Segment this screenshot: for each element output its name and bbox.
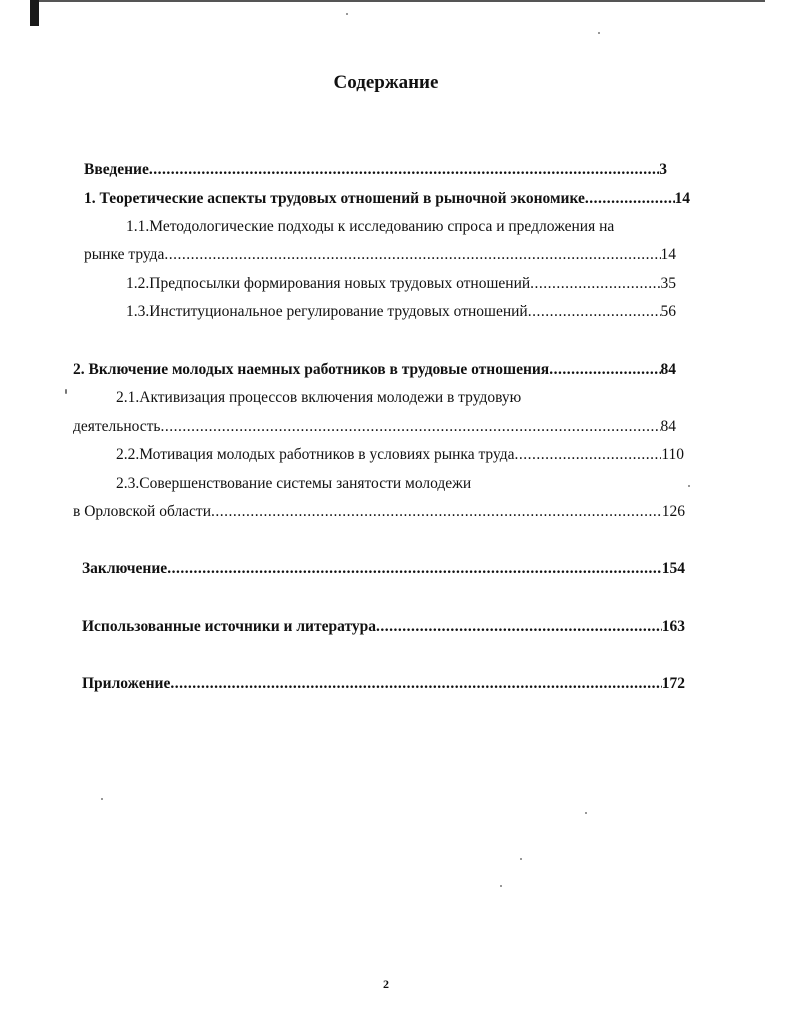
toc-leader-dots (211, 503, 662, 521)
toc-entry-label: деятельность (73, 418, 161, 435)
toc-entry-label: Введение (84, 161, 149, 178)
scan-speck (520, 858, 522, 860)
toc-entry-page: 163 (661, 618, 685, 635)
toc-entry-label: Использованные источники и литература (82, 618, 376, 635)
scan-speck (598, 32, 600, 34)
toc-entry-section-1-1-line1[interactable]: 1.1.Методологические подходы к исследованию спроса и предложения на (126, 218, 615, 235)
toc-entry-section-2-3-line1[interactable]: 2.3.Совершенствование системы занятости молодежи (116, 475, 472, 492)
toc-entry-chapter-2[interactable] (73, 361, 676, 379)
toc-entry-section-2-3[interactable] (73, 503, 685, 521)
toc-leader-dots (376, 618, 662, 636)
toc-entry-label: 2.2.Мотивация молодых работников в условиях рынка труда (116, 446, 515, 463)
scan-speck (585, 812, 587, 814)
toc-entry-label: 1.2.Предпосылки формирования новых трудовых отношений (126, 275, 531, 292)
toc-entry-page: 84 (660, 361, 676, 378)
toc-entry-page: 110 (661, 446, 684, 463)
toc-leader-dots (528, 303, 661, 321)
toc-entry-label: 1.3.Институциональное регулирование трудовых отношений (126, 303, 528, 320)
toc-entry-conclusion[interactable] (82, 560, 685, 578)
toc-entry-section-1-2[interactable] (126, 275, 676, 293)
toc-entry-sources[interactable] (82, 618, 685, 636)
toc-entry-section-2-1[interactable] (73, 418, 676, 436)
toc-entry-page: 56 (660, 303, 676, 320)
toc-entry-page: 84 (660, 418, 676, 435)
scan-left-edge (30, 0, 39, 26)
toc-leader-dots (149, 161, 659, 179)
scan-speck (101, 798, 103, 800)
toc-leader-dots (170, 675, 661, 693)
scan-speck (65, 389, 67, 394)
toc-entry-page: 172 (661, 675, 685, 692)
toc-entry-chapter-1[interactable] (84, 190, 690, 208)
scan-speck (346, 13, 348, 15)
toc-entry-label: Заключение (82, 560, 168, 577)
toc-entry-page: 154 (661, 560, 685, 577)
toc-entry-section-1-3[interactable] (126, 303, 676, 321)
toc-entry-label: в Орловской области (73, 503, 212, 520)
toc-entry-intro[interactable] (84, 161, 667, 179)
toc-leader-dots (585, 190, 675, 208)
toc-entry-label: рынке труда (84, 246, 165, 263)
toc-entry-page: 35 (660, 275, 676, 292)
toc-leader-dots (167, 560, 662, 578)
toc-entry-appendix[interactable] (82, 675, 685, 693)
toc-entry-label: Приложение (82, 675, 171, 692)
toc-entry-page: 14 (660, 246, 676, 263)
toc-leader-dots (161, 418, 661, 436)
toc-entry-page: 3 (659, 161, 667, 178)
toc-leader-dots (515, 446, 662, 464)
toc-entry-page: 126 (661, 503, 685, 520)
toc-entry-section-1-1[interactable] (84, 246, 676, 264)
toc-entry-label: 2. Включение молодых наемных работников в трудовые отношения (73, 361, 550, 378)
toc-leader-dots (530, 275, 660, 293)
toc-leader-dots (164, 246, 660, 264)
page-title: Содержание (333, 72, 439, 93)
toc-entry-section-2-2[interactable] (116, 446, 684, 464)
toc-entry-label: 1. Теоретические аспекты трудовых отношений в рыночной экономике (84, 190, 585, 207)
toc-entry-page: 14 (674, 190, 690, 207)
page-number: 2 (383, 977, 389, 991)
toc-leader-dots (549, 361, 660, 379)
toc-entry-section-2-1-line1[interactable]: 2.1.Активизация процессов включения молодежи в трудовую (116, 389, 522, 406)
scan-top-edge (30, 0, 765, 2)
scan-speck (500, 885, 502, 887)
scan-speck (688, 485, 690, 487)
